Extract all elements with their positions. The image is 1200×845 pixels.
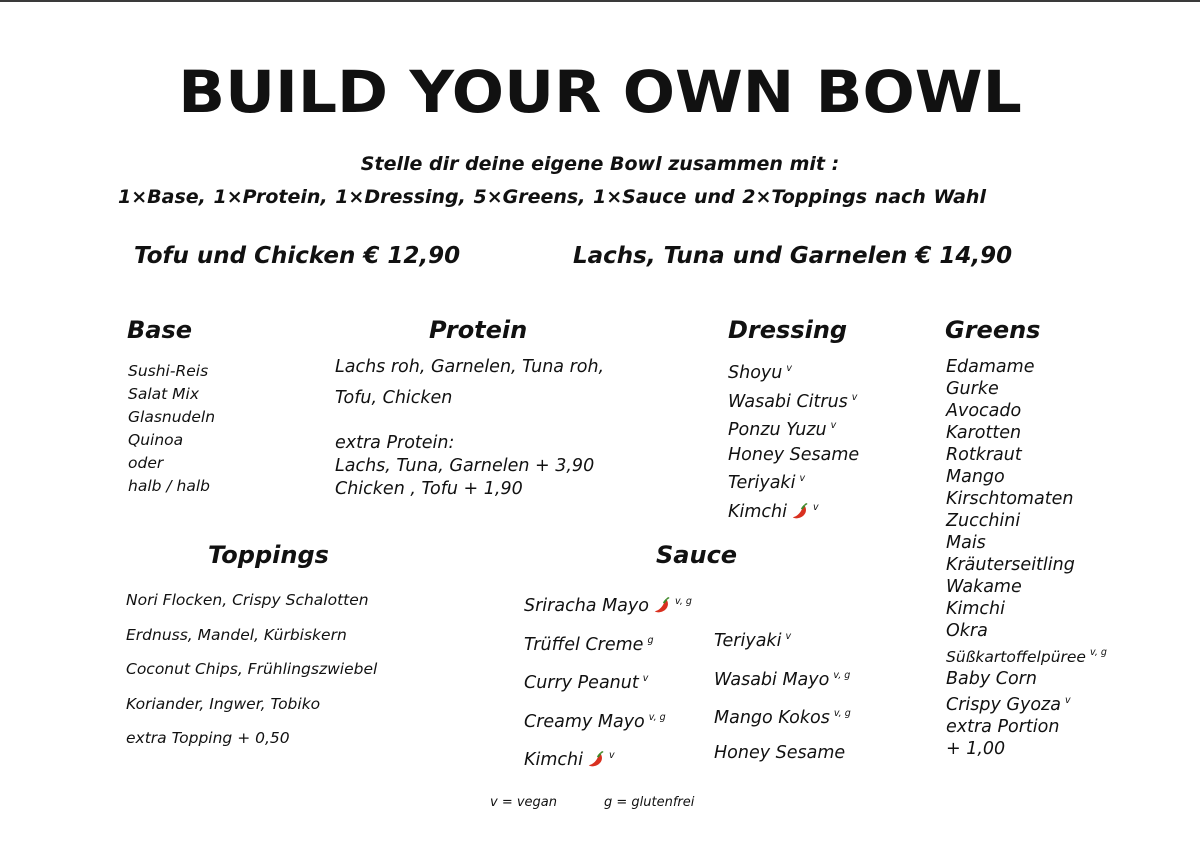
sauce-diet-tag: v (785, 631, 792, 642)
dressing-item (728, 357, 859, 386)
intro-line-1: Stelle dir deine eigene Bowl zusammen mit : (360, 153, 840, 175)
greens-item (946, 466, 1107, 488)
base-item-name: Salat Mix (128, 385, 199, 403)
toppings-item-name: Erdnuss, Mandel, Kürbiskern (126, 625, 347, 644)
greens-item (946, 576, 1107, 598)
greens-item-name: Kräuterseitling (946, 555, 1075, 575)
legend-glutenfree: g = glutenfrei (604, 795, 695, 810)
sauce-item (524, 624, 692, 663)
price-seafood: Lachs, Tuna und Garnelen € 14,90 (573, 243, 1013, 269)
greens-item (946, 378, 1107, 400)
page-title: BUILD YOUR OWN BOWL (178, 58, 1022, 126)
greens-item (946, 598, 1107, 620)
sauce-item (714, 697, 851, 736)
extra-protein-line-1: Lachs, Tuna, Garnelen + 3,90 (335, 456, 595, 476)
greens-item (946, 668, 1107, 690)
greens-item-name: Kirschtomaten (946, 489, 1074, 509)
dressing-item-name: Kimchi (728, 501, 787, 522)
greens-item (946, 716, 1107, 738)
greens-list (946, 356, 1107, 760)
dressing-diet-tag: v (799, 473, 806, 484)
toppings-item (126, 583, 377, 618)
protein-line-1: Lachs roh, Garnelen, Tuna roh, (335, 357, 605, 377)
chili-icon (587, 750, 605, 768)
toppings-item (126, 652, 377, 687)
greens-diet-tag: v, g (1089, 647, 1107, 658)
dressing-heading: Dressing (728, 316, 848, 344)
greens-item-name: Mais (946, 533, 986, 553)
base-item (128, 452, 215, 475)
greens-item (946, 738, 1107, 760)
dressing-item-name: Shoyu (728, 363, 783, 383)
greens-item-name: Avocado (946, 401, 1022, 421)
sauce-item-name: Mango Kokos (714, 708, 830, 728)
sauce-item (524, 701, 692, 740)
greens-item (946, 532, 1107, 554)
chili-icon (791, 502, 809, 520)
sauce-item (524, 585, 692, 624)
sauce-item (714, 736, 851, 771)
toppings-heading: Toppings (208, 541, 329, 569)
sauce-diet-tag: v, g (833, 669, 851, 681)
toppings-item-name: Nori Flocken, Crispy Schalotten (126, 591, 369, 609)
dressing-item-name: Ponzu Yuzu (728, 420, 827, 440)
greens-item (946, 356, 1107, 378)
greens-item-name: Zucchini (946, 511, 1021, 531)
dressing-item-name: Wasabi Citrus (728, 391, 848, 412)
sauce-diet-tag: v (642, 673, 649, 684)
greens-item (946, 690, 1107, 716)
chili-icon (653, 596, 671, 614)
greens-heading: Greens (945, 316, 1041, 344)
base-item-name: Quinoa (128, 431, 184, 449)
base-item (128, 475, 215, 498)
greens-diet-tag: v (1064, 695, 1071, 706)
greens-item (946, 620, 1107, 642)
sauce-item-name: Honey Sesame (714, 742, 846, 763)
greens-item-name: Mango (946, 467, 1005, 487)
dressing-diet-tag: v (851, 391, 858, 403)
greens-item-name: + 1,00 (946, 739, 1006, 759)
toppings-item-name: Koriander, Ingwer, Tobiko (126, 694, 321, 713)
sauce-item (524, 739, 692, 778)
intro-line-2: 1×Base, 1×Protein, 1×Dressing, 5×Greens, 1×Sauce und 2×Toppings nach Wahl (118, 186, 986, 208)
greens-item (946, 510, 1107, 532)
greens-item (946, 422, 1107, 444)
sauce-item-name: Teriyaki (714, 631, 782, 651)
toppings-item-name: Coconut Chips, Frühlingszwiebel (126, 660, 378, 678)
sauce-item-name: Wasabi Mayo (714, 669, 830, 690)
base-item (128, 406, 215, 429)
sauce-item-name: Kimchi (524, 750, 583, 770)
greens-item (946, 488, 1107, 510)
sauce-diet-tag: g (647, 634, 654, 646)
sauce-list-right (714, 620, 851, 770)
greens-item-name: Wakame (946, 577, 1022, 597)
greens-item (946, 444, 1107, 466)
price-tofu-chicken: Tofu und Chicken € 12,90 (134, 243, 461, 269)
sauce-item-name: Creamy Mayo (524, 711, 645, 732)
dressing-item (728, 467, 859, 496)
extra-protein-line-2: Chicken , Tofu + 1,90 (335, 479, 523, 499)
dressing-item (728, 414, 859, 443)
toppings-item (126, 687, 377, 722)
extra-protein-label: extra Protein: (335, 433, 455, 453)
greens-item-name: Crispy Gyoza (946, 695, 1061, 715)
base-list (128, 360, 215, 498)
protein-line-2: Tofu, Chicken (335, 388, 453, 408)
dressing-item (728, 443, 859, 468)
sauce-heading: Sauce (656, 541, 738, 569)
base-item-name: oder (128, 454, 164, 472)
greens-item-name: Edamame (946, 357, 1035, 377)
sauce-item (524, 662, 692, 701)
base-item-name: Sushi-Reis (128, 362, 209, 380)
sauce-diet-tag: v, g (648, 711, 666, 723)
sauce-item-name: Sriracha Mayo (524, 596, 649, 616)
dressing-list (728, 357, 859, 524)
greens-item-name: Okra (946, 621, 988, 641)
dressing-diet-tag: v (786, 363, 792, 374)
sauce-item (714, 620, 851, 659)
base-item (128, 383, 215, 406)
dressing-diet-tag: v (812, 501, 819, 513)
dressing-item (728, 496, 859, 525)
base-heading: Base (127, 316, 193, 344)
greens-item (946, 554, 1107, 576)
greens-item-name: Kimchi (946, 599, 1005, 619)
dressing-item-name: Teriyaki (728, 473, 796, 493)
toppings-item (126, 721, 377, 756)
greens-item (946, 642, 1107, 668)
base-item-name: Glasnudeln (128, 408, 216, 426)
toppings-list (126, 583, 377, 756)
top-border (0, 0, 1200, 2)
sauce-item-name: Curry Peanut (524, 673, 639, 693)
greens-item-name: Gurke (946, 379, 999, 399)
greens-item-name: Süßkartoffelpüree (946, 648, 1086, 666)
sauce-item-name: Trüffel Creme (524, 634, 644, 655)
toppings-item-name: extra Topping + 0,50 (126, 729, 290, 747)
greens-item (946, 400, 1107, 422)
greens-item-name: Rotkraut (946, 445, 1022, 465)
base-item (128, 429, 215, 452)
sauce-diet-tag: v, g (833, 708, 851, 719)
dressing-diet-tag: v (830, 420, 837, 431)
sauce-item (714, 659, 851, 698)
protein-heading: Protein (429, 316, 528, 344)
base-item (128, 360, 215, 383)
greens-item-name: Karotten (946, 423, 1022, 443)
sauce-list-left (524, 585, 692, 778)
dressing-item-name: Honey Sesame (728, 444, 860, 465)
toppings-item (126, 618, 377, 653)
greens-item-name: extra Portion (946, 717, 1060, 737)
dressing-item (728, 386, 859, 415)
sauce-diet-tag: v, g (674, 596, 692, 607)
greens-item-name: Baby Corn (946, 669, 1037, 689)
sauce-diet-tag: v (608, 750, 615, 761)
legend-vegan: v = vegan (490, 795, 557, 810)
base-item-name: halb / halb (128, 477, 211, 495)
